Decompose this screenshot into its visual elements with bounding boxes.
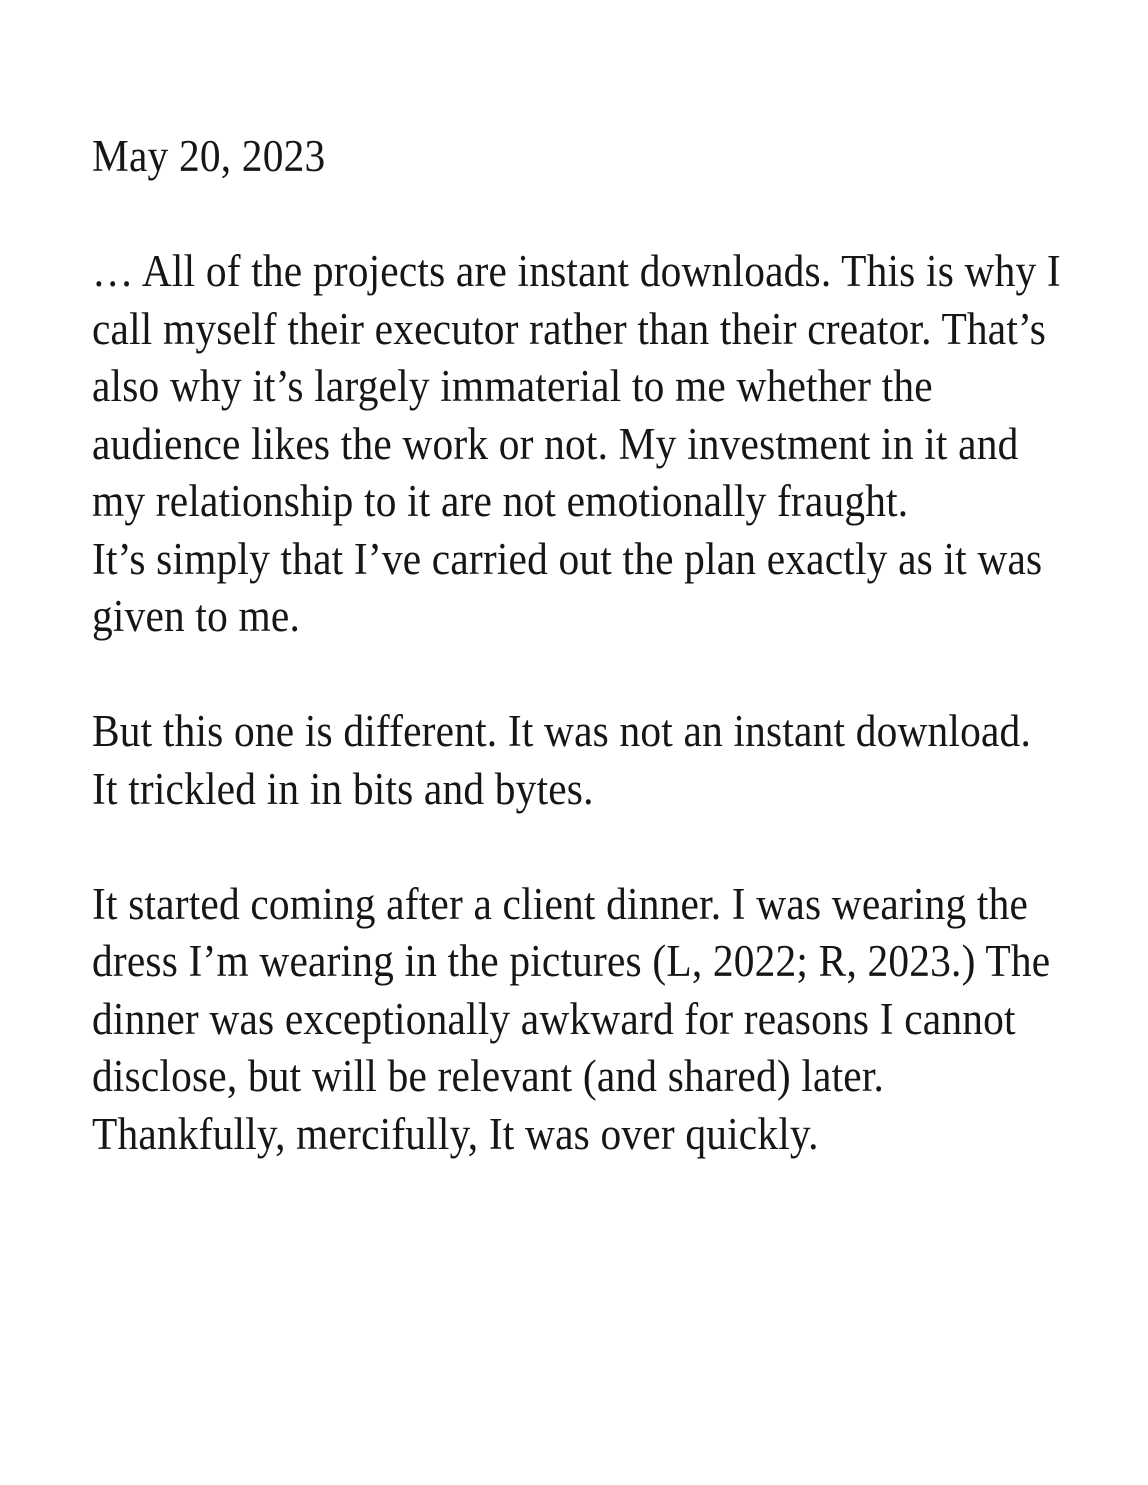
paragraph-2 bbox=[92, 703, 1064, 818]
text-column bbox=[92, 128, 1064, 1163]
paragraph-1-line-6: It’s simply that I’ve carried out the plan exactly as it was bbox=[92, 533, 1043, 584]
paragraph-3-line-1: It started coming after a client dinner. I was wearing the bbox=[92, 878, 1029, 929]
paragraph-1 bbox=[92, 243, 1064, 646]
paragraph-1-line-3: also why it’s largely immaterial to me whether the bbox=[92, 361, 933, 411]
paragraph-1-line-1: … All of the projects are instant downloads. This is why I bbox=[92, 246, 1061, 296]
entry-date: May 20, 2023 bbox=[92, 131, 326, 181]
paragraph-1-line-2: call myself their executor rather than their creator. That’s bbox=[92, 303, 1047, 354]
paragraph-1-line-5: my relationship to it are not emotionally fraught. bbox=[92, 476, 909, 526]
paragraph-1-line-4: audience likes the work or not. My investment in it and bbox=[92, 418, 1019, 469]
paragraph-3-line-4: disclose, but will be relevant (and shared) later. bbox=[92, 1051, 885, 1101]
paragraph-2-line-2: It trickled in in bits and bytes. bbox=[92, 763, 594, 814]
paragraph-3 bbox=[92, 876, 1064, 1164]
paragraph-1-line-7: given to me. bbox=[92, 591, 301, 641]
paragraph-3-line-5: Thankfully, mercifully, It was over quickly. bbox=[92, 1108, 819, 1159]
paragraph-3-line-3: dinner was exceptionally awkward for reasons I cannot bbox=[92, 993, 1016, 1044]
paragraph-2-line-1: But this one is different. It was not an instant download. bbox=[92, 706, 1031, 756]
paragraph-3-line-2: dress I’m wearing in the pictures (L, 2022; R, 2023.) The bbox=[92, 936, 1051, 986]
